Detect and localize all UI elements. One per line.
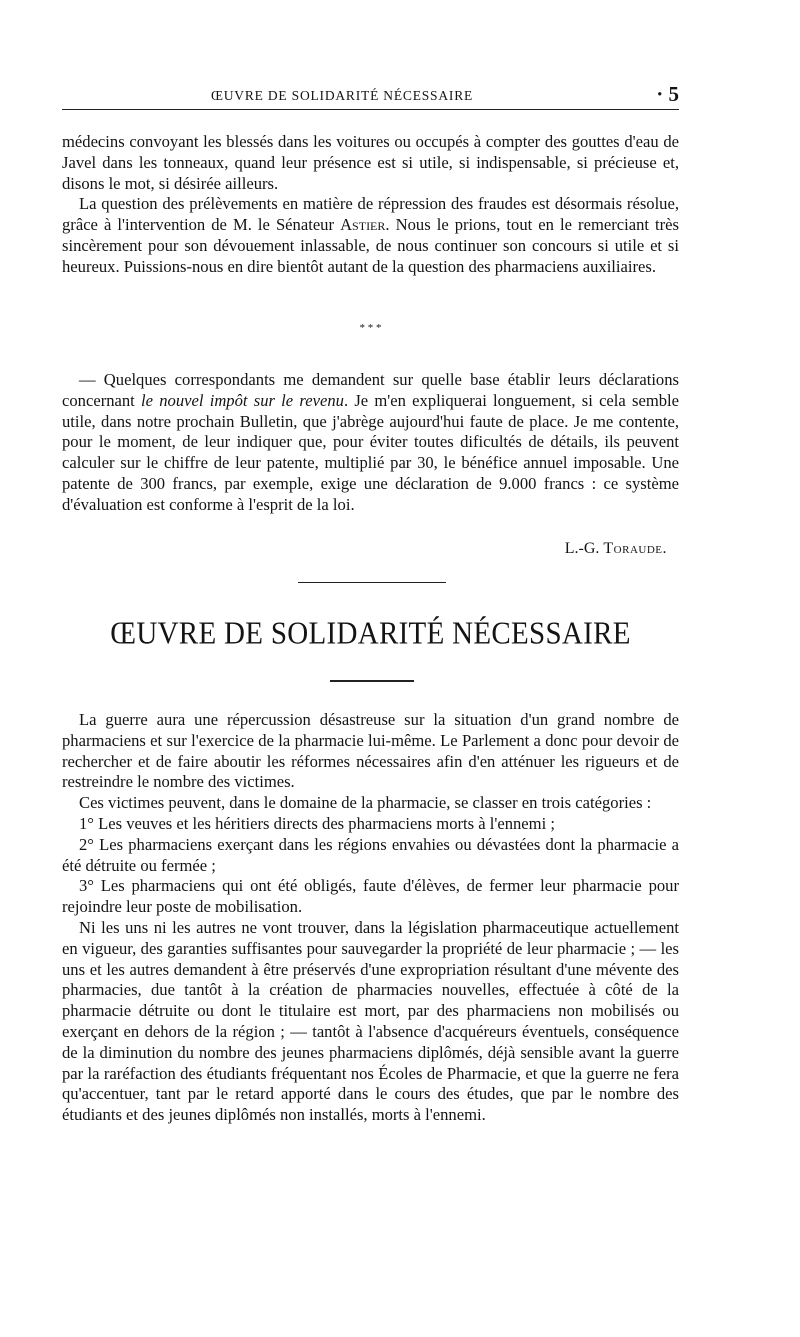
paragraph: Ni les uns ni les autres ne vont trouver, dans la législation pharmaceutique actuellement en vigueur, des garanties suffisantes pour sauvegarder la propriété de leur pharmacie ; — les uns et les autres demandent à être préservés d'une expropriation résultant d'une mévente des pharmacies, due tantôt à la création de pharmacies nouvelles, effectuée à côté de la pharmacie détruite ou dont le titulaire est mort, par des pharmaciens non mobilisés ou exerçant en dehors de la région ; — tantôt à l'absence d'acquéreurs éventuels, conséquence de la diminution du nombre des jeunes pharmaciens diplômés, déjà sensible avant la guerre par la raréfaction des étudiants fréquentant nos Écoles de Pharmacie, et que la guerre ne fera qu'accentuer, tant par le retard apporté dans le cours des études, que par le nombre des étudiants et des jeunes diplômés non installés, morts à l'ennemi.: [62, 917, 679, 1125]
paragraph: Ces victimes peuvent, dans le domaine de la pharmacie, se classer en trois catégories :: [79, 793, 652, 813]
header-rule: [62, 109, 679, 110]
paragraph: La guerre aura une répercussion désastreuse sur la situation d'un grand nombre de pharmaciens et sur l'exercice de la pharmacie lui-même. Le Parlement a donc pour devoir de rechercher et de faire aboutir les réformes nécessaires afin d'en atténuer les rigueurs et de restreindre le nombre des victimes.: [62, 710, 679, 792]
list-item: 2° Les pharmaciens exerçant dans les régions envahies ou dévastées dont la pharmacie a été détruite ou fermée ;: [62, 834, 679, 875]
paragraph: médecins convoyant les blessés dans les voitures ou occupés à compter des gouttes d'eau de Javel dans les tonneaux, quand leur présence est si utile, si indispensable, si précieuse et, disons le mot, si désirée ailleurs.: [62, 132, 679, 193]
senator-name: Astier: [340, 215, 386, 235]
asterism: * * *: [359, 322, 382, 334]
tax-name: le nouvel impôt sur le revenu: [141, 390, 344, 410]
paragraph: La question des prélèvements en matière de répression des fraudes est désormais résolue, grâce à l'intervention de M. le Sénateur Astier. Nous le prions, tout en le remerciant très sincèrement pour son dévouement inlassable, de nous continuer son concours si utile et si heureux. Puissions-nous en dire bientôt autant de la question des pharmaciens auxiliaires.: [62, 194, 680, 276]
paragraph: — Quelques correspondants me demandent sur quelle base établir leurs déclarations concernant le nouvel impôt sur le revenu. Je m'en expliquerai longuement, si cela semble utile, dans notre prochain Bulletin, que j'abrège aujourd'hui faute de place. Je me contente, pour le moment, de leur indiquer que, pour éviter toutes dificultés de détails, ils peuvent calculer sur le chiffre de leur patente, multiplié par 30, le bénéfice annuel imposable. Une patente de 300 francs, par exemple, exige une déclaration de 9.000 francs : ce système d'évaluation est conforme à l'esprit de la loi.: [62, 370, 680, 514]
list-item: 3° Les pharmaciens qui ont été obligés, faute d'élèves, de fermer leur pharmacie pour rejoindre leur poste de mobilisation.: [62, 876, 679, 917]
article-body: [62, 710, 679, 1126]
running-header: [62, 82, 679, 110]
signature: L.-G. Toraude.: [564, 540, 667, 557]
list-item: 1° Les veuves et les héritiers directs des pharmaciens morts à l'ennemi ;: [79, 813, 555, 833]
continued-section: [62, 132, 679, 278]
title-underline: [330, 680, 414, 682]
correspondence-note: [62, 370, 679, 516]
running-title: ŒUVRE DE SOLIDARITÉ NÉCESSAIRE: [210, 88, 474, 103]
section-title: ŒUVRE DE SOLIDARITÉ NÉCESSAIRE: [110, 616, 631, 652]
separator-rule: [298, 582, 446, 583]
page-number: · 5: [656, 82, 679, 106]
